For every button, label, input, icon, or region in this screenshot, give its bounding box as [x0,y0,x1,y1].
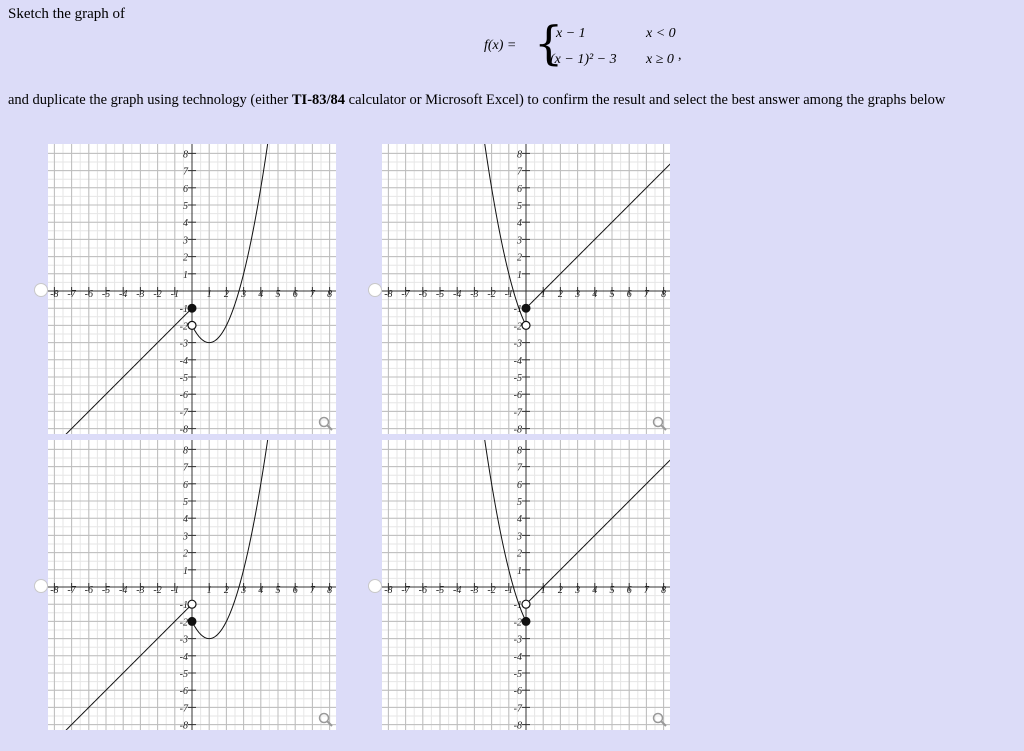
right-piece-curve [192,440,336,639]
y-tick-label: 1 [517,269,522,281]
y-tick-label: -4 [179,355,188,367]
x-tick-label: 3 [575,585,581,596]
x-tick-label: 3 [241,289,247,300]
y-tick-label: 5 [183,201,188,212]
y-tick-label: -3 [179,338,188,350]
y-tick-label: 1 [517,565,522,577]
y-tick-label: 6 [517,479,522,491]
option-graph-a [48,144,336,434]
left-piece-curve [48,604,192,730]
y-tick-label: -5 [513,373,522,384]
y-tick-label: -6 [179,686,188,698]
y-tick-label: -1 [179,304,188,316]
x-tick-label: 7 [309,585,315,596]
y-tick-label: -2 [179,321,188,333]
x-tick-label: 5 [609,585,615,596]
x-tick-label: 8 [661,289,667,300]
y-tick-label: 2 [183,548,188,560]
x-tick-label: -6 [418,289,427,300]
y-tick-label: 8 [517,445,522,457]
graph-canvas [382,144,670,434]
y-tick-label: 3 [517,531,522,543]
right-piece-curve [526,458,670,604]
y-tick-label: -5 [513,669,522,680]
y-tick-label: -3 [179,634,188,646]
piecewise-formula [484,16,704,74]
x-tick-label: -6 [418,585,427,596]
x-tick-label: 2 [557,289,563,300]
x-tick-label: 5 [609,289,615,300]
instruction-bold: TI-83/84 [291,92,346,108]
x-tick-label: 7 [643,289,649,300]
x-tick-label: -8 [384,585,393,596]
y-tick-label: 3 [183,235,188,247]
option-graph-c [48,440,336,730]
instruction-pre: and duplicate the graph using technology (either [8,92,292,108]
x-tick-label: -1 [170,289,179,300]
magnifier-icon[interactable] [318,416,334,432]
y-tick-label: -7 [513,407,522,419]
x-tick-label: -7 [67,585,76,596]
option-radio-a[interactable] [34,283,48,297]
x-tick-label: -3 [136,289,145,300]
x-tick-label: -4 [453,585,462,596]
x-tick-label: -1 [170,585,179,596]
x-tick-label: 6 [292,289,298,300]
y-tick-label: 4 [517,514,522,526]
y-tick-label: -4 [513,355,522,367]
x-tick-label: -2 [153,585,162,596]
y-tick-label: -4 [179,651,188,663]
y-tick-label: -7 [513,703,522,715]
x-tick-label: 1 [206,585,212,596]
open-endpoint [188,600,196,608]
x-tick-label: 5 [275,585,281,596]
brace-symbol: { [534,16,564,70]
y-tick-label: 2 [517,548,522,560]
x-tick-label: -4 [119,585,128,596]
open-endpoint [522,600,530,608]
x-tick-label: -5 [435,585,445,596]
case2-condition: x ≥ 0 [646,52,674,67]
y-tick-label: -2 [513,617,522,629]
x-tick-label: -3 [470,585,479,596]
x-tick-label: 4 [592,585,598,596]
case1-expression: x − 1 [556,26,586,41]
y-tick-label: -3 [513,338,522,350]
y-tick-label: -5 [179,373,188,384]
option-graph-d [382,440,670,730]
y-tick-label: 5 [517,201,522,212]
x-tick-label: 3 [575,289,581,300]
x-tick-label: -8 [384,289,393,300]
x-tick-label: 3 [241,585,247,596]
x-tick-label: 6 [626,585,632,596]
question-prompt: Sketch the graph of [8,6,126,22]
x-tick-label: 6 [626,289,632,300]
y-tick-label: -8 [179,424,188,434]
y-tick-label: -8 [513,720,522,730]
x-tick-label: 8 [661,585,667,596]
closed-endpoint [188,617,196,625]
graph-canvas [48,144,336,434]
instruction-post: calculator or Microsoft Excel) to confirm the result and select the best answer among the graphs below [345,92,946,108]
y-tick-label: 1 [183,269,188,281]
y-tick-label: 3 [517,235,522,247]
option-radio-d[interactable] [368,579,382,593]
y-tick-label: 6 [517,183,522,195]
y-tick-label: 6 [183,183,188,195]
y-tick-label: -5 [179,669,188,680]
y-tick-label: -3 [513,634,522,646]
option-graph-b [382,144,670,434]
y-tick-label: -4 [513,651,522,663]
graph-canvas [382,440,670,730]
y-tick-label: 5 [183,497,188,508]
y-tick-label: -7 [179,407,188,419]
x-tick-label: -5 [435,289,445,300]
x-tick-label: -7 [67,289,76,300]
x-tick-label: 1 [540,585,546,596]
open-endpoint [522,321,530,329]
x-tick-label: -4 [119,289,128,300]
x-tick-label: -6 [84,585,93,596]
y-tick-label: 8 [183,149,188,161]
x-tick-label: -5 [101,585,111,596]
y-tick-label: -1 [513,304,522,316]
case2-expression: (x − 1)² − 3 [550,52,617,67]
right-piece-curve [526,162,670,308]
y-tick-label: 4 [517,218,522,230]
x-tick-label: 6 [292,585,298,596]
y-tick-label: 5 [517,497,522,508]
open-endpoint [188,321,196,329]
y-tick-label: 4 [183,514,188,526]
function-lhs: f(x) = [484,38,517,53]
y-tick-label: -1 [513,600,522,612]
y-tick-label: 1 [183,565,188,577]
y-tick-label: 6 [183,479,188,491]
y-tick-label: 7 [183,166,188,178]
x-tick-label: 8 [327,289,333,300]
y-tick-label: 8 [183,445,188,457]
x-tick-label: 8 [327,585,333,596]
x-tick-label: 4 [258,585,264,596]
x-tick-label: 2 [223,289,229,300]
magnifier-icon[interactable] [652,712,668,728]
x-tick-label: 2 [223,585,229,596]
x-tick-label: 2 [557,585,563,596]
magnifier-icon[interactable] [652,416,668,432]
formula-comma: , [678,48,682,63]
x-tick-label: -2 [153,289,162,300]
magnifier-icon[interactable] [318,712,334,728]
case1-condition: x < 0 [646,26,676,41]
x-tick-label: -7 [401,585,410,596]
x-tick-label: 1 [540,289,546,300]
right-piece-curve [192,144,336,343]
closed-endpoint [188,304,196,312]
y-tick-label: -8 [513,424,522,434]
closed-endpoint [522,617,530,625]
x-tick-label: -2 [487,289,496,300]
x-tick-label: -1 [504,289,513,300]
y-tick-label: -2 [179,617,188,629]
y-tick-label: 7 [183,462,188,474]
y-tick-label: -7 [179,703,188,715]
left-piece-curve [48,308,192,434]
x-tick-label: -7 [401,289,410,300]
x-tick-label: 7 [309,289,315,300]
y-tick-label: 8 [517,149,522,161]
instruction-text [8,92,945,109]
option-radio-b[interactable] [368,283,382,297]
y-tick-label: 2 [517,252,522,264]
y-tick-label: -6 [513,686,522,698]
x-tick-label: -8 [50,289,59,300]
x-tick-label: -5 [101,289,111,300]
y-tick-label: 3 [183,531,188,543]
y-tick-label: 2 [183,252,188,264]
x-tick-label: -4 [453,289,462,300]
y-tick-label: -6 [179,390,188,402]
y-tick-label: -6 [513,390,522,402]
x-tick-label: 1 [206,289,212,300]
y-tick-label: -2 [513,321,522,333]
x-tick-label: 5 [275,289,281,300]
x-tick-label: 4 [592,289,598,300]
x-tick-label: -8 [50,585,59,596]
y-tick-label: 4 [183,218,188,230]
y-tick-label: 7 [517,462,522,474]
x-tick-label: 4 [258,289,264,300]
x-tick-label: -2 [487,585,496,596]
graph-canvas [48,440,336,730]
x-tick-label: -6 [84,289,93,300]
y-tick-label: 7 [517,166,522,178]
closed-endpoint [522,304,530,312]
y-tick-label: -1 [179,600,188,612]
y-tick-label: -8 [179,720,188,730]
option-radio-c[interactable] [34,579,48,593]
x-tick-label: -1 [504,585,513,596]
x-tick-label: -3 [470,289,479,300]
x-tick-label: -3 [136,585,145,596]
x-tick-label: 7 [643,585,649,596]
